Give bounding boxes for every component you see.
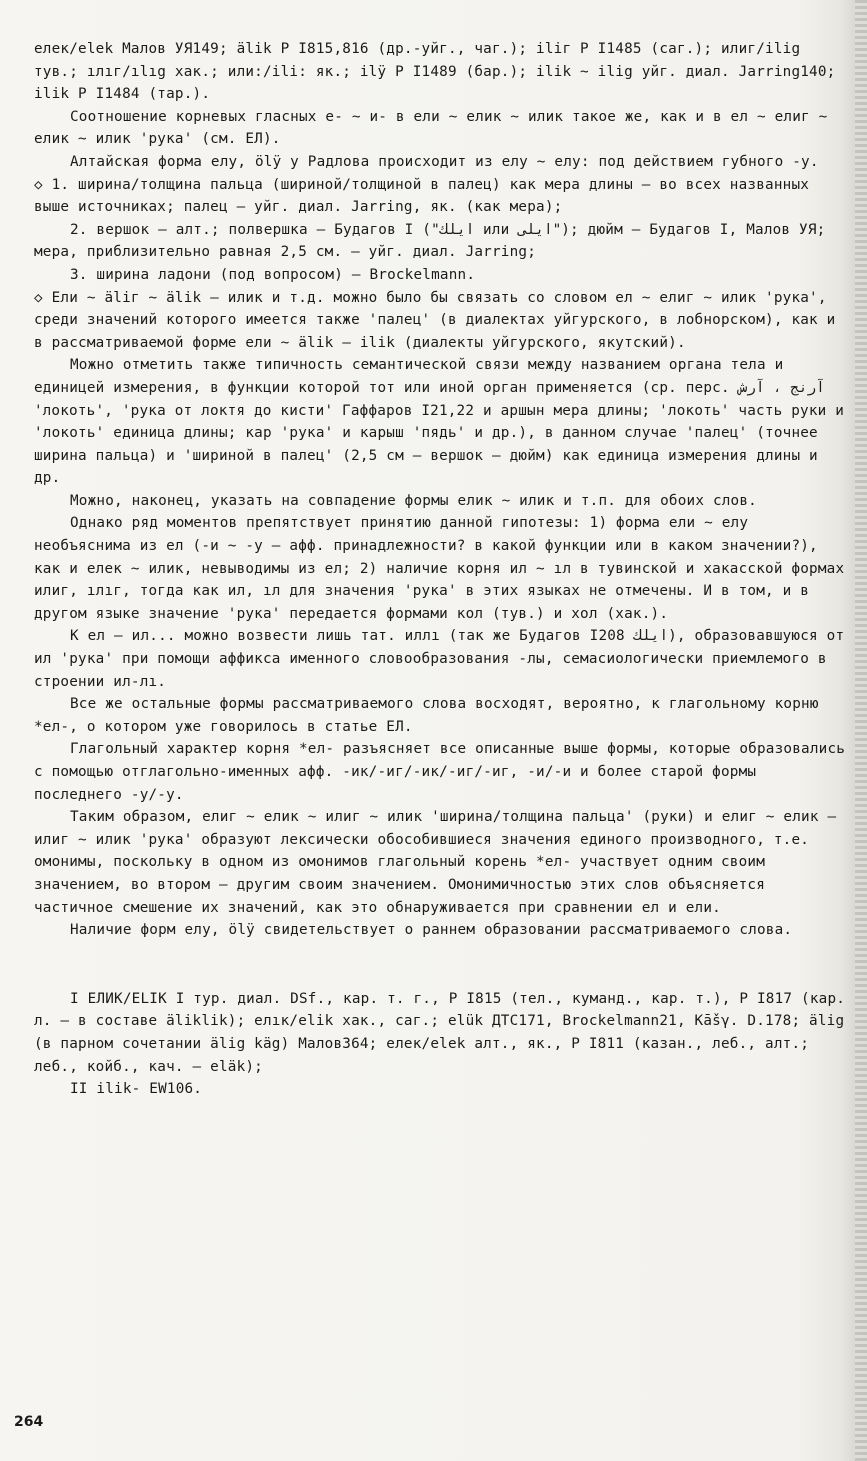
paragraph-14: Таким образом, елиг ~ елик ~ илиг ~ илик 'ширина/толщина пальца' (руки) и елиг ~ елик – илиг ~ илик 'рука' образуют лексически обособившиеся значения единого производного, т.е. омонимы, поскольку в одном из омонимов глагольный корень *ел- участвует одним своим значением, во втором – другим своим значением. Омонимичностью этих слов объясняется частичное смешение их значений, как это обнаруживается при сравнении ел и ели. [34, 809, 837, 916]
paragraph-6: 3. ширина ладони (под вопросом) – Brockelmann. [70, 266, 476, 283]
paragraph-9: Можно, наконец, указать на совпадение формы елик ~ илик и т.п. для обоих слов. [70, 492, 757, 509]
paragraph-3: Алтайская форма елу, ölÿ у Радлова происходит из елу ~ елу: под действием губного -у. [70, 153, 819, 170]
paragraph-2: Соотношение корневых гласных е- ~ и- в ели ~ елик ~ илик такое же, как и в ел ~ елиг ~ елик ~ илик 'рука' (см. ЕЛ). [34, 108, 828, 148]
paragraph-8: Можно отметить также типичность семантической связи между названием органа тела и единицей измерения, в функции которой тот или иной орган применяется (ср. перс. آرنج ، آرش 'локоть', 'рука от локтя до кисти' Гаффаров I21,22 и аршын мера длины; 'локоть' часть руки и 'локоть' единица длины; кар 'рука' и карыш 'пядь' и др.), в данном случае 'палец' (точнее ширина пальца) и 'шириной в палец' (2,5 см – вершок – дюйм) как единица измерения длины и др. [34, 357, 845, 487]
paragraph-10: Однако ряд моментов препятствует принятию данной гипотезы: 1) форма ели ~ елу необъяснима из ел (-и ~ -у – афф. принадлежности? в какой функции или в каком значении?), как и елек ~ илик, невыводимы из ел; 2) наличие корня ил ~ ıл в тувинской и хакасской формах илиг, ıлıг, тогда как ил, ıл для значения 'рука' в этих языках не отмечены. И в том, и в другом языке значение 'рука' передается формами кол (тув.) и хол (хак.). [34, 515, 845, 622]
page-edge-shadow [855, 0, 867, 1461]
paragraph-12: Все же остальные формы рассматриваемого слова восходят, вероятно, к глагольному корню *ел-, о котором уже говорилось в статье ЕЛ. [34, 696, 819, 735]
paragraph-4: ◇ 1. ширина/толщина пальца (шириной/толщиной в палец) как мера длины – во всех названных выше источниках; палец – уйг. диал. Jarring, як. (как мера); [34, 176, 810, 216]
paragraph-15: Наличие форм елу, ölÿ свидетельствует о раннем образовании рассматриваемого слова. [70, 922, 793, 939]
paragraph-11: К ел – ил... можно возвести лишь тат. иллı (так же Будагов I208 ايلك), образовавшуюся от ил 'рука' при помощи аффикса именного словообразования -лы, семасиологически приемлемого в строении ил-лı. [34, 628, 845, 690]
paragraph-13: Глагольный характер корня *ел- разъясняет все описанные выше формы, которые образовались с помощью отглагольно-именных афф. -ик/-иг/-ик/-иг/-иг, -и/-и и более старой формы последнего -у/-у. [34, 741, 846, 803]
page-number: 264 [14, 1414, 44, 1430]
entry-elik: I ЕЛИК/ELIK I тур. диал. DSf., кар. т. г., P I815 (тел., куманд., кар. т.), P I817 (кар. л. – в составе äliklik); елıк/elik хак., саг.; elük ДТС171, Brockelmann21, Kāšγ. D.178; älig (в парном сочетании älig käg) Малов364; елек/elek алт., як., P I811 (казан., леб., алт.; леб., койб., кач. – eläk); [34, 990, 846, 1075]
dictionary-text [34, 38, 849, 1101]
paragraph-7: ◇ Ели ~ äliг ~ älik – илик и т.д. можно было бы связать со словом ел ~ елиг ~ илик 'рука', среди значений которого имеется также 'палец' (в диалектах уйгурского, в лобнорском), как и в рассматриваемой форме ели ~ älik – ilik (диалекты уйгурского, якутский). [34, 289, 836, 351]
section-gap [34, 942, 849, 988]
paragraph-1: елек/elek Малов УЯ149; älik P I815,816 (др.-уйг., чаг.); iliг P I1485 (саг.); илиг/ilig тув.; ıлıг/ılıg хак.; или:/ili: як.; ilÿ P I1489 (бар.); ilik ~ ilig уйг. диал. Jarring140; ilik P I1484 (тар.). [34, 41, 836, 103]
entry-elik-2: II ilik- EW106. [70, 1081, 203, 1098]
paragraph-5: 2. вершок – алт.; полвершка – Будагов I ("ايلك или ايلى"); дюйм – Будагов I, Малов УЯ; мера, приблизительно равная 2,5 см. – уйг. диал. Jarring; [34, 221, 826, 261]
